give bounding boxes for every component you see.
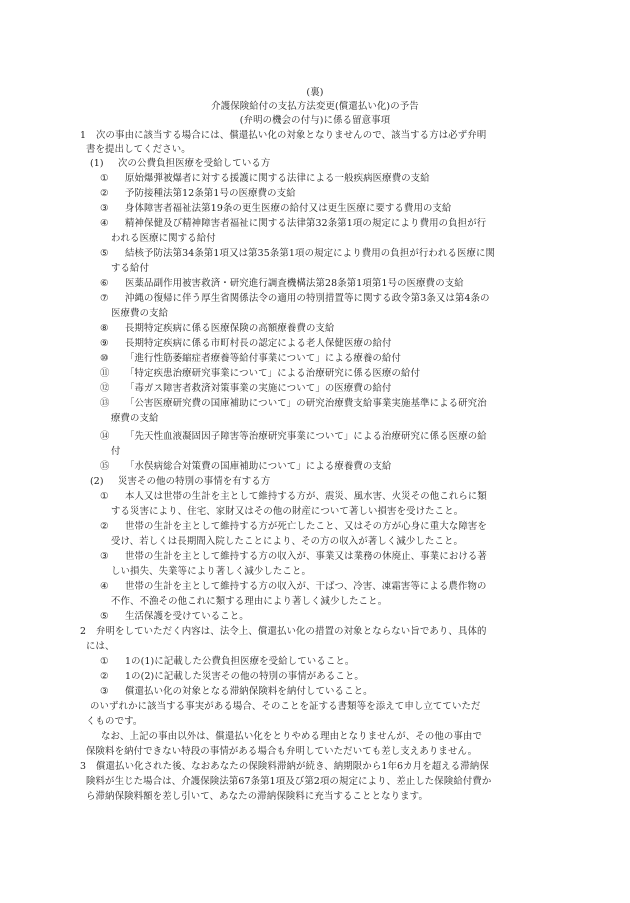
list-item-mark: ④ <box>100 218 109 229</box>
list-item-text: 結核予防法第34条第1項又は第35条第1項の規定により費用の負担が行われる医療に関 <box>125 248 496 259</box>
list-item-mark: ④ <box>100 581 109 592</box>
list-item-text: 償還払い化の対象となる滞納保険料を納付していること。 <box>125 686 373 697</box>
subsection-2-number: (2) <box>90 476 104 487</box>
list-item-text: 「水俣病総合対策費の国庫補助について」による療養費の支給 <box>125 461 392 472</box>
list-item-text-cont: 療費の支給 <box>111 413 159 424</box>
section-3-text: 償還払い化された後、なおあなたの保険料滞納が続き、納期限から1年6カ月を超える滞納保 <box>96 761 489 772</box>
list-item-mark: ⑮ <box>100 461 110 472</box>
list-item-mark: ⑪ <box>100 368 110 379</box>
list-item-text-cont: する給付 <box>111 263 150 274</box>
section-2-text: 弁明をしていただく内容は、法令上、償還払い化の措置の対象とならない旨であり、具体的 <box>96 626 487 637</box>
list-item-text-cont: 不作、不漁その他これに類する理由により著しく減少したこと。 <box>111 596 388 607</box>
section-1-text-cont: 書を提出してください。 <box>86 144 191 155</box>
list-item-text: 沖縄の復帰に伴う厚生省関係法令の適用の特別措置等に関する政令第3条又は第4条の <box>125 293 490 304</box>
list-item-mark: ③ <box>100 686 109 697</box>
list-item-text: 1の(1)に記載した公費負担医療を受給していること。 <box>125 656 355 667</box>
section-1-text: 次の事由に該当する場合には、償還払い化の対象となりませんので、該当する方は必ず弁明 <box>96 130 487 141</box>
section-2-after: のいずれかに該当する事実がある場合、そのことを証する書類等を添えて申し立てていただ <box>90 701 481 712</box>
document-subtitle: (弁明の機会の付与)に係る留意事項 <box>239 115 391 126</box>
list-item-mark: ② <box>100 671 109 682</box>
subsection-1-number: (1) <box>90 158 104 169</box>
list-item-text: 本人又は世帯の生計を主として維持する方が、震災、風水害、火災その他これらに類 <box>125 491 487 502</box>
list-item-text: 世帯の生計を主として維持する方が死亡したこと、又はその方が心身に重大な障害を <box>125 521 487 532</box>
list-item-mark: ⑭ <box>100 431 110 442</box>
list-item-mark: ⑩ <box>100 353 109 364</box>
list-item-text: 原始爆弾被爆者に対する援護に関する法律による一般疾病医療費の支給 <box>125 173 430 184</box>
list-item-text: 精神保健及び精神障害者福祉に関する法律第32条第1項の規定により費用の負担が行 <box>125 218 487 229</box>
list-item-text: 長期特定疾病に係る医療保険の高額療養費の支給 <box>125 323 335 334</box>
section-2-note-cont: 保険料を納付できない特段の事情がある場合も弁明していただいても差し支えありません。 <box>86 746 478 757</box>
section-3-number: 3 <box>80 761 87 772</box>
list-item-mark: ② <box>100 188 109 199</box>
list-item-mark: ⑥ <box>100 278 109 289</box>
list-item-text-cont: 受け、若しくは長期間入院したことにより、その方の収入が著しく減少したこと。 <box>111 536 464 547</box>
list-item-text: 医薬品副作用被害救済・研究進行調査機構法第28条第1項第1号の医療費の支給 <box>125 278 464 289</box>
section-2-after-cont: くものです。 <box>86 716 143 727</box>
list-item-text: 世帯の生計を主として維持する方の収入が、事業又は業務の休廃止、事業における著 <box>125 551 487 562</box>
document-title: 介護保険給付の支払方法変更(償還払い化)の予告 <box>211 101 419 112</box>
list-item-text: 長期特定疾病に係る市町村長の認定による老人保健医療の給付 <box>125 338 392 349</box>
list-item-mark: ① <box>100 173 109 184</box>
list-item-mark: ① <box>100 491 109 502</box>
list-item-mark: ① <box>100 656 109 667</box>
list-item-text-cont: 医療費の支給 <box>111 308 169 319</box>
list-item-text: 1の(2)に記載した災害その他の特別の事情があること。 <box>125 671 364 682</box>
list-item-mark: ⑬ <box>100 398 110 409</box>
section-3-text-cont: ら滞納保険料額を差し引いて、あなたの滞納保険料に充当することとなります。 <box>86 791 428 802</box>
side-label: (裏) <box>306 87 324 98</box>
list-item-text: 「先天性血液凝固因子障害等治療研究事業について」による治療研究に係る医療の給 <box>125 431 487 442</box>
section-2-number: 2 <box>80 626 87 637</box>
section-2-text-cont: には、 <box>86 641 115 652</box>
list-item-text: 「毒ガス障害者救済対策事業の実施について」の医療費の給付 <box>125 383 392 394</box>
section-1-number: 1 <box>80 130 87 141</box>
list-item-mark: ③ <box>100 551 109 562</box>
list-item-text: 「公害医療研究費の国庫補助について」の研究治療費支給事業実施基準による研究治 <box>125 398 487 409</box>
subsection-2-heading: 災害その他の特別の事情を有する方 <box>118 476 271 487</box>
list-item-text-cont: 付 <box>111 446 121 457</box>
list-item-text: 世帯の生計を主として維持する方の収入が、干ばつ、冷害、凍霜害等による農作物の <box>125 581 487 592</box>
list-item-mark: ⑦ <box>100 293 109 304</box>
list-item-mark: ③ <box>100 203 109 214</box>
list-item-text: 身体障害者福祉法第19条の更生医療の給付又は更生医療に要する費用の支給 <box>125 203 452 214</box>
list-item-mark: ⑤ <box>100 248 109 259</box>
list-item-text: 生活保護を受けていること。 <box>125 611 249 622</box>
list-item-mark: ⑨ <box>100 338 109 349</box>
list-item-mark: ⑧ <box>100 323 109 334</box>
list-item-text-cont: しい損失、失業等により著しく減少したこと。 <box>111 566 312 577</box>
list-item-text-cont: われる医療に関する給付 <box>111 233 216 244</box>
list-item-text: 「進行性筋萎縮症者療養等給付事業について」による療養の給付 <box>125 353 402 364</box>
list-item-mark: ⑫ <box>100 383 110 394</box>
list-item-text: 「特定疾患治療研究事業について」による治療研究に係る医療の給付 <box>125 368 421 379</box>
list-item-text: 予防接種法第12条第1号の医療費の支給 <box>125 188 296 199</box>
list-item-mark: ② <box>100 521 109 532</box>
list-item-text-cont: する災害により、住宅、家財又はその他の財産について著しい損害を受けたこと。 <box>111 506 464 517</box>
section-2-note: なお、上記の事由以外は、償還払い化をとりやめる理由となりませんが、その他の事由で <box>101 731 483 742</box>
list-item-mark: ⑤ <box>100 611 109 622</box>
subsection-1-heading: 次の公費負担医療を受給している方 <box>118 158 271 169</box>
section-3-text-cont: 険料が生じた場合は、介護保険法第67条第1項及び第2項の規定により、差止した保険給付費か <box>86 776 492 787</box>
